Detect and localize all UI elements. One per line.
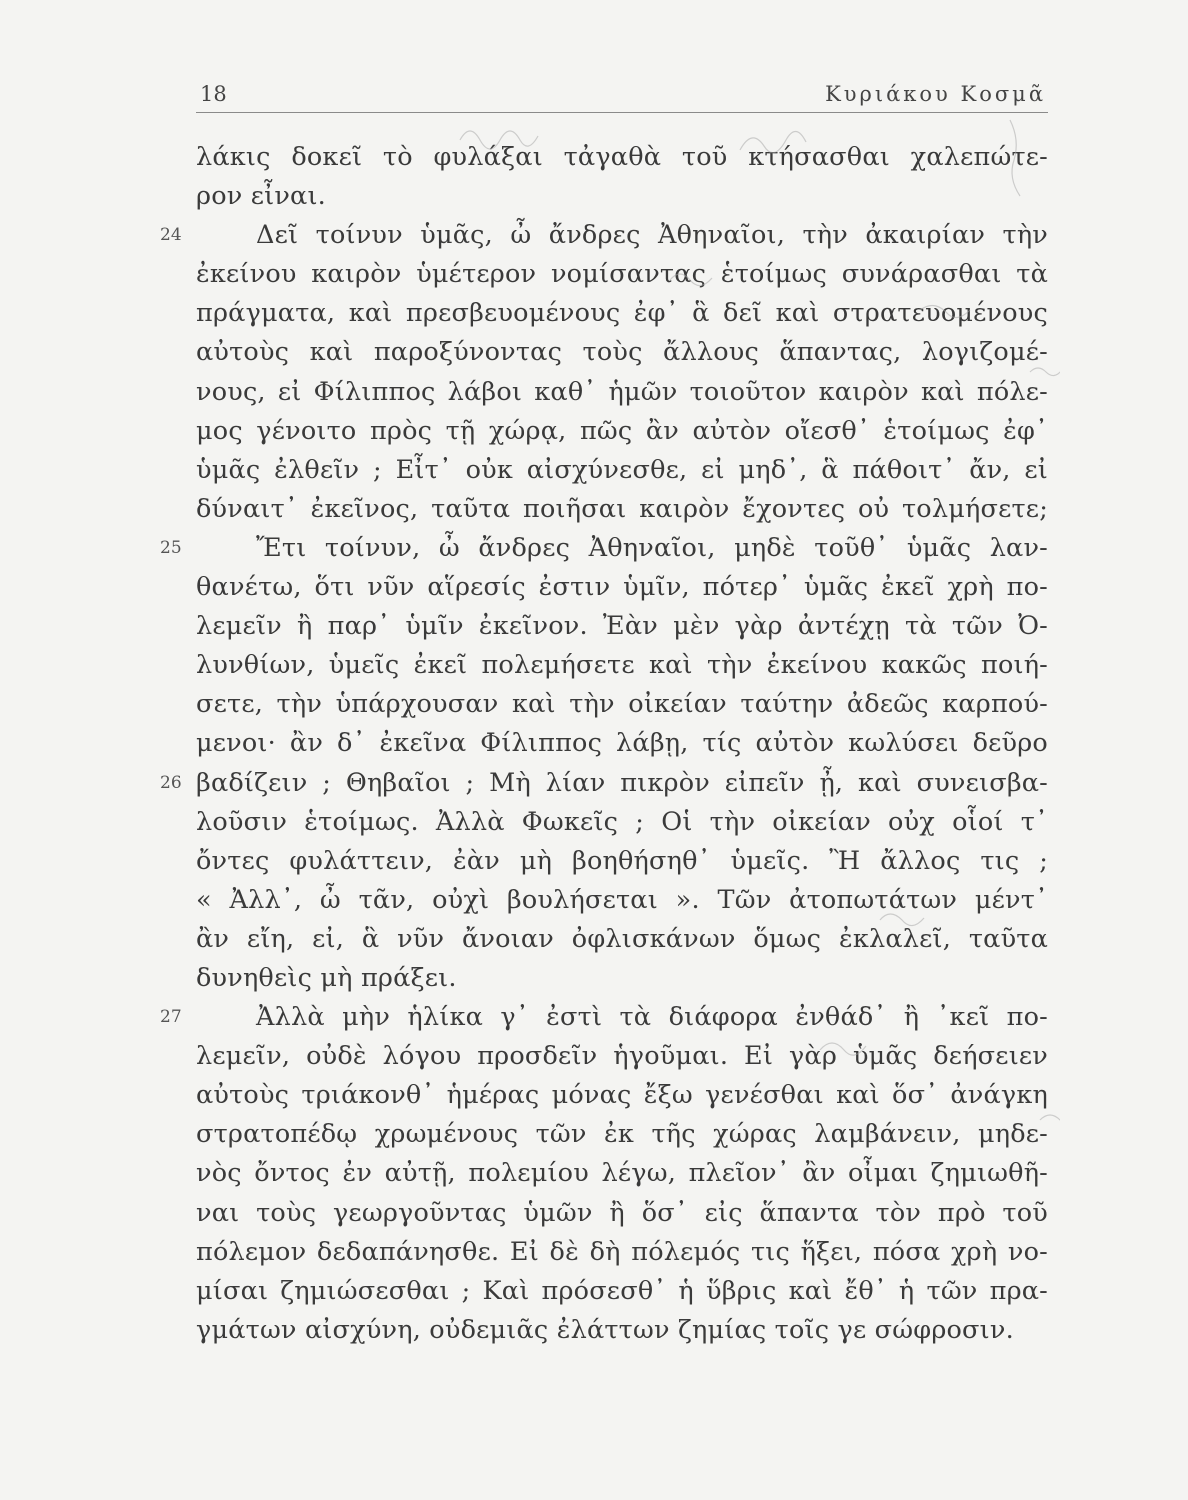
line-text: ὄντες φυλάττειν, ἐὰν μὴ βοηθήσηθ᾽ ὑμεῖς. Ἢ ἄλλος τις ;	[196, 845, 1048, 876]
text-line	[196, 1272, 1048, 1311]
line-text: ρον εἶναι.	[196, 181, 326, 212]
line-text: ἂν εἴη, εἰ, ἃ νῦν ἄνοιαν ὀφλισκάνων ὅμως ἐκλαλεῖ, ταῦτα	[196, 923, 1048, 954]
text-line	[196, 1233, 1048, 1272]
text-line	[196, 1311, 1048, 1350]
running-title: Κυριάκου Κοσμᾶ	[825, 82, 1046, 106]
line-text: λάκις δοκεῖ τὸ φυλάξαι τἀγαθὰ τοῦ κτήσασθαι χαλεπώτε-	[196, 142, 1048, 172]
line-text: βαδίζειν ; Θηβαῖοι ; Μὴ λίαν πικρὸν εἰπεῖν ᾖ, καὶ συνεισβα-	[196, 767, 1048, 798]
line-text: Ἔτι τοίνυν, ὦ ἄνδρες Ἀθηναῖοι, μηδὲ τοῦθ᾽ ὑμᾶς λαν-	[256, 532, 1048, 563]
page-number: 18	[200, 82, 227, 106]
line-text: δυνηθεὶς μὴ πράξει.	[196, 962, 457, 993]
line-text: ἐκείνου καιρὸν ὑμέτερον νομίσαντας ἑτοίμως συνάρασθαι τὰ	[196, 259, 1048, 290]
line-text: αὐτοὺς καὶ παροξύνοντας τοὺς ἄλλους ἅπαντας, λογιζομέ-	[196, 337, 1048, 368]
line-text: πράγματα, καὶ πρεσβευομένους ἐφ᾽ ἃ δεῖ καὶ στρατευομένους	[196, 298, 1048, 329]
line-text: Ἀλλὰ μὴν ἡλίκα γ᾽ ἐστὶ τὰ διάφορα ἐνθάδ᾽ ἢ ᾽κεῖ πο-	[256, 1002, 1048, 1033]
line-text: αὐτοὺς τριάκονθ᾽ ἡμέρας μόνας ἔξω γενέσθαι καὶ ὅσ᾽ ἀνάγκη	[196, 1080, 1048, 1111]
line-text: λεμεῖν ἢ παρ᾽ ὑμῖν ἐκεῖνον. Ἐὰν μὲν γὰρ ἀντέχῃ τὰ τῶν Ὀ-	[196, 611, 1048, 642]
line-text: « Ἀλλ᾽, ὦ τᾶν, οὐχὶ βουλήσεται ». Τῶν ἀτοπωτάτων μέντ᾽	[196, 884, 1048, 915]
line-text: λυνθίων, ὑμεῖς ἐκεῖ πολεμήσετε καὶ τὴν ἐκείνου κακῶς ποιή-	[196, 650, 1048, 681]
line-text: πόλεμον δεδαπάνησθε. Εἰ δὲ δὴ πόλεμός τις ἥξει, πόσα χρὴ νο-	[196, 1236, 1048, 1267]
line-text: γμάτων αἰσχύνη, οὐδεμιᾶς ἐλάττων ζημίας τοῖς γε σώφροσιν.	[196, 1314, 1014, 1345]
line-text: μενοι· ἂν δ᾽ ἐκεῖνα Φίλιππος λάβῃ, τίς αὐτὸν κωλύσει δεῦρο	[196, 728, 1048, 759]
line-text: στρατοπέδῳ χρωμένους τῶν ἐκ τῆς χώρας λαμβάνειν, μηδε-	[196, 1119, 1048, 1150]
line-text: δύναιτ᾽ ἐκεῖνος, ταῦτα ποιῆσαι καιρὸν ἔχοντες οὐ τολμήσετε;	[196, 493, 1048, 524]
line-text: θανέτω, ὅτι νῦν αἵρεσίς ἐστιν ὑμῖν, πότερ᾽ ὑμᾶς ἐκεῖ χρὴ πο-	[196, 572, 1048, 603]
line-text: Δεῖ τοίνυν ὑμᾶς, ὦ ἄνδρες Ἀθηναῖοι, τὴν ἀκαιρίαν τὴν	[256, 220, 1048, 251]
paragraph-number: 24	[160, 225, 182, 246]
line-text: μίσαι ζημιώσεσθαι ; Καὶ πρόσεσθ᾽ ἡ ὕβρις καὶ ἔθ᾽ ἡ τῶν πρα-	[196, 1275, 1048, 1306]
line-text: ὑμᾶς ἐλθεῖν ; Εἶτ᾽ οὐκ αἰσχύνεσθε, εἰ μηδ᾽, ἃ πάθοιτ᾽ ἄν, εἰ	[196, 454, 1048, 485]
handwritten-marginalia	[420, 110, 1060, 1210]
line-text: νους, εἰ Φίλιππος λάβοι καθ᾽ ἡμῶν τοιοῦτον καιρὸν καὶ πόλε-	[196, 376, 1048, 407]
paragraph-number: 26	[160, 772, 182, 793]
line-text: μος γένοιτο πρὸς τῇ χώρᾳ, πῶς ἂν αὐτὸν οἴεσθ᾽ ἑτοίμως ἐφ᾽	[196, 415, 1048, 446]
line-text: λεμεῖν, οὐδὲ λόγου προσδεῖν ἡγοῦμαι. Εἰ γὰρ ὑμᾶς δεήσειεν	[196, 1041, 1048, 1072]
line-text: ναι τοὺς γεωργοῦντας ὑμῶν ἢ ὅσ᾽ εἰς ἅπαντα τὸν πρὸ τοῦ	[196, 1197, 1048, 1228]
paragraph-number: 25	[160, 537, 182, 558]
line-text: λοῦσιν ἑτοίμως. Ἀλλὰ Φωκεῖς ; Οἱ τὴν οἰκείαν οὐχ οἷοί τ᾽	[196, 806, 1048, 837]
paragraph-number: 27	[160, 1007, 182, 1028]
page-header	[196, 78, 1048, 113]
line-text: σετε, τὴν ὑπάρχουσαν καὶ τὴν οἰκείαν ταύτην ἀδεῶς καρπού-	[196, 689, 1048, 720]
line-text: νὸς ὄντος ἐν αὐτῇ, πολεμίου λέγω, πλεῖον᾽ ἂν οἶμαι ζημιωθῆ-	[196, 1158, 1048, 1189]
